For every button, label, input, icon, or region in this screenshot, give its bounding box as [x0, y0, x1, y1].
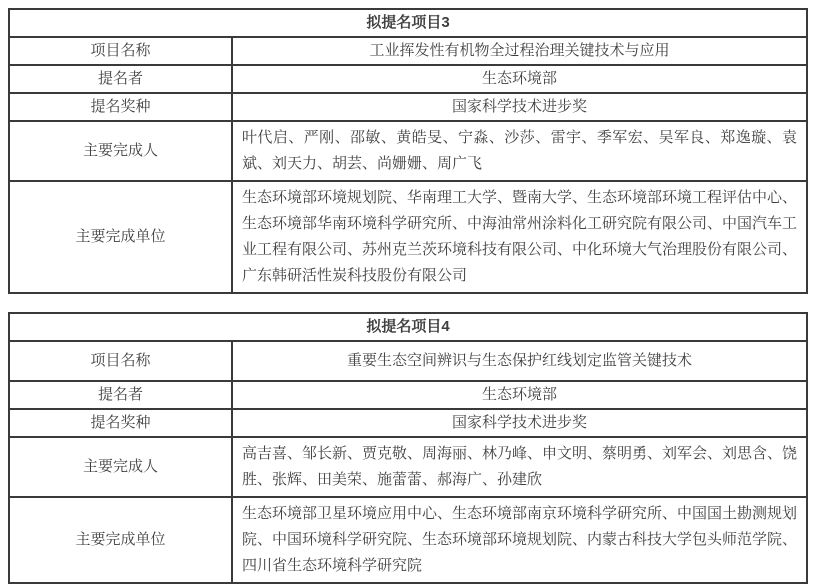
- table-header-row: [9, 9, 807, 37]
- row-label: 项目名称: [9, 37, 232, 65]
- main-contributors-value: 叶代启、严刚、邵敏、黄皓旻、宁淼、沙莎、雷宇、季军宏、吴军良、郑逸璇、袁斌、刘天力、胡芸、尚姗姗、周广飞: [232, 121, 807, 181]
- row-label: 提名奖种: [9, 409, 232, 437]
- table-row: [9, 93, 807, 121]
- table-row: [9, 381, 807, 409]
- row-label: 主要完成单位: [9, 497, 232, 583]
- nominator-value: 生态环境部: [232, 381, 807, 409]
- table-row: [9, 409, 807, 437]
- table-row: [9, 65, 807, 93]
- main-organizations-value: 生态环境部卫星环境应用中心、生态环境部南京环境科学研究所、中国国土勘测规划院、中国环境科学研究院、生态环境部环境规划院、内蒙古科技大学包头师范学院、四川省生态环境科学研究院: [232, 497, 807, 583]
- award-type-value: 国家科学技术进步奖: [232, 93, 807, 121]
- table-row: [9, 181, 807, 293]
- nominator-value: 生态环境部: [232, 65, 807, 93]
- main-contributors-value: 高吉喜、邹长新、贾克敬、周海丽、林乃峰、申文明、蔡明勇、刘军会、刘思含、饶胜、张辉、田美荣、施蕾蕾、郝海广、孙建欣: [232, 437, 807, 497]
- row-label: 项目名称: [9, 341, 232, 381]
- award-type-value: 国家科学技术进步奖: [232, 409, 807, 437]
- table-title: 拟提名项目4: [9, 313, 807, 341]
- table-row: [9, 37, 807, 65]
- table-row: [9, 497, 807, 583]
- project-name-value: 工业挥发性有机物全过程治理关键技术与应用: [232, 37, 807, 65]
- table-row: [9, 437, 807, 497]
- row-label: 提名奖种: [9, 93, 232, 121]
- table-row: [9, 121, 807, 181]
- table-title: 拟提名项目3: [9, 9, 807, 37]
- nomination-table-3: [8, 8, 808, 294]
- row-label: 提名者: [9, 381, 232, 409]
- table-row: [9, 341, 807, 381]
- row-label: 提名者: [9, 65, 232, 93]
- main-organizations-value: 生态环境部环境规划院、华南理工大学、暨南大学、生态环境部环境工程评估中心、生态环境部华南环境科学研究所、中海油常州涂料化工研究院有限公司、中国汽车工业工程有限公司、苏州克兰茨环境科技有限公司、中化环境大气治理股份有限公司、广东韩研活性炭科技股份有限公司: [232, 181, 807, 293]
- project-name-value: 重要生态空间辨识与生态保护红线划定监管关键技术: [232, 341, 807, 381]
- nomination-table-4: [8, 312, 808, 584]
- row-label: 主要完成单位: [9, 181, 232, 293]
- row-label: 主要完成人: [9, 437, 232, 497]
- row-label: 主要完成人: [9, 121, 232, 181]
- table-header-row: [9, 313, 807, 341]
